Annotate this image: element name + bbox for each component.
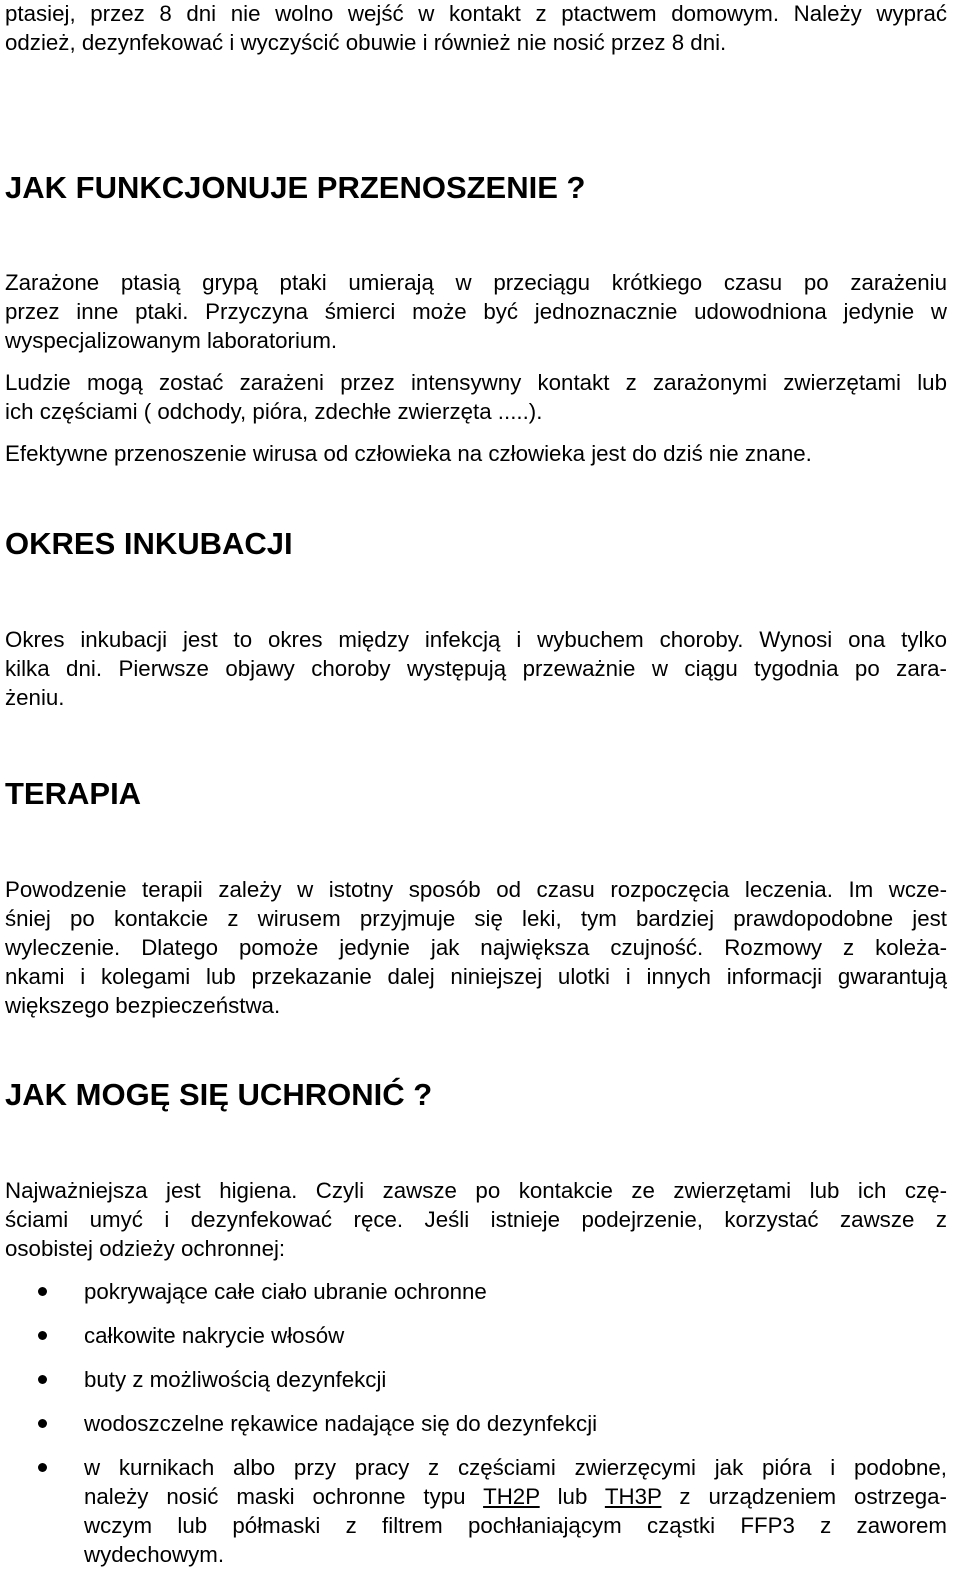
- paragraph-line: Powodzenie terapii zależy w istotny sposób od czasu rozpoczęcia leczenia. Im wcze-: [5, 877, 947, 902]
- paragraph-line: kilka dni. Pierwsze objawy choroby występują przeważnie w ciągu tygodnia po zara-: [5, 656, 947, 681]
- paragraph-line: większego bezpieczeństwa.: [5, 993, 281, 1018]
- th2p-link[interactable]: TH2P: [483, 1484, 540, 1509]
- list-item-line: wczym lub półmaski z filtrem pochłaniającym cząstki FFP3 z zaworem: [84, 1513, 947, 1538]
- paragraph-line: osobistej odzieży ochronnej:: [5, 1236, 286, 1261]
- heading-therapy: TERAPIA: [5, 776, 142, 811]
- text-segment: z urządzeniem ostrzega-: [661, 1484, 947, 1509]
- paragraph-line: Ludzie mogą zostać zarażeni przez intensywny kontakt z zarażonymi zwierzętami lub: [5, 370, 947, 395]
- text-segment: należy nosić maski ochronne typu: [84, 1484, 484, 1509]
- paragraph-line: ich częściami ( odchody, pióra, zdechłe zwierzęta .....).: [5, 399, 543, 424]
- intro-line-1: ptasiej, przez 8 dni nie wolno wejść w kontakt z ptactwem domowym. Należy wyprać: [5, 1, 947, 26]
- heading-protection: JAK MOGĘ SIĘ UCHRONIĆ ?: [5, 1077, 433, 1112]
- list-item: całkowite nakrycie włosów: [84, 1323, 345, 1348]
- list-item: wodoszczelne rękawice nadające się do dezynfekcji: [84, 1411, 598, 1436]
- list-item-line: w kurnikach albo przy pracy z częściami zwierzęcymi jak pióra i podobne,: [84, 1455, 947, 1480]
- bullet-dot: [38, 1331, 47, 1340]
- paragraph-line: Najważniejsza jest higiena. Czyli zawsze po kontakcie ze zwierzętami lub ich czę-: [5, 1178, 947, 1203]
- list-item-line: [84, 1482, 947, 1511]
- paragraph-line: nkami i kolegami lub przekazanie dalej niniejszej ulotki i innych informacji gwarantują: [5, 964, 947, 989]
- list-item: buty z możliwością dezynfekcji: [84, 1367, 387, 1392]
- paragraph-line: śniej po kontakcie z wirusem przyjmuje się leki, tym bardziej prawdopodobne jest: [5, 906, 947, 931]
- paragraph-line: Efektywne przenoszenie wirusa od człowieka na człowieka jest do dziś nie znane.: [5, 441, 812, 466]
- intro-line-2: odzież, dezynfekować i wyczyścić obuwie i również nie nosić przez 8 dni.: [5, 30, 727, 55]
- paragraph-line: wyspecjalizowanym laboratorium.: [5, 328, 338, 353]
- list-item-line: wydechowym.: [84, 1542, 225, 1567]
- paragraph-line: Okres inkubacji jest to okres między infekcją i wybuchem choroby. Wynosi ona tylko: [5, 627, 947, 652]
- paragraph-line: przez inne ptaki. Przyczyna śmierci może być jednoznacznie udowodniona jedynie w: [5, 299, 947, 324]
- text-segment: lub: [539, 1484, 605, 1509]
- paragraph-line: ściami umyć i dezynfekować ręce. Jeśli istnieje podejrzenie, korzystać zawsze z: [5, 1207, 947, 1232]
- bullet-dot: [38, 1287, 47, 1296]
- bullet-dot: [38, 1419, 47, 1428]
- heading-incubation: OKRES INKUBACJI: [5, 526, 293, 561]
- th3p-link[interactable]: TH3P: [604, 1484, 662, 1509]
- paragraph-line: Zarażone ptasią grypą ptaki umierają w przeciągu krótkiego czasu po zarażeniu: [5, 270, 947, 295]
- heading-transmission: JAK FUNKCJONUJE PRZENOSZENIE ?: [5, 170, 586, 205]
- paragraph-line: żeniu.: [5, 685, 65, 710]
- bullet-dot: [38, 1375, 47, 1384]
- bullet-dot: [38, 1463, 47, 1472]
- paragraph-line: wyleczenie. Dlatego pomoże jedynie jak największa czujność. Rozmowy z koleża-: [5, 935, 947, 960]
- list-item: pokrywające całe ciało ubranie ochronne: [84, 1279, 487, 1304]
